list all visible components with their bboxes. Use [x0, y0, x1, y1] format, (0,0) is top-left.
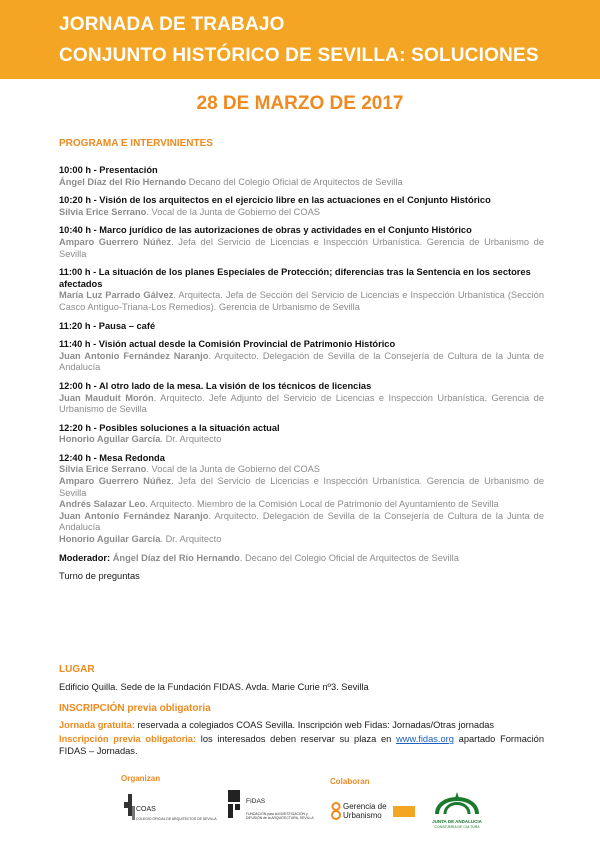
gerencia-urbanismo-logo — [330, 800, 420, 830]
inscripcion-heading: INSCRIPCIÓN previa obligatoria — [59, 703, 211, 714]
speaker-line — [59, 290, 544, 313]
speaker-line — [59, 476, 544, 499]
speaker-desc: . Jefa del Servicio de Licencias e Inspección Urbanística. Gerencia de Urbanismo de Sevilla — [59, 236, 544, 259]
speaker-desc: . Arquitecto. Delegación de Sevilla de la Consejería de Cultura de la Junta de Andalucía — [59, 350, 544, 373]
speaker-name: Honorio Aguilar García — [59, 534, 161, 545]
speaker-desc: . Arquitecto. Miembro de la Comisión Local de Patrimonio del Ayuntamiento de Sevilla — [145, 499, 499, 510]
lugar-text: Edificio Quilla. Sede de la Fundación FIDAS. Avda. Marie Curie nº3. Sevilla — [59, 682, 369, 692]
speaker-name: Juan Mauduit Morón — [59, 392, 154, 403]
speaker-name: Juan Antonio Fernández Naranjo — [59, 510, 209, 521]
speaker-desc: . Arquitecto. Jefe Adjunto del Servicio de Licencias e Inspección Urbanística. Gerencia de Urbanismo de Sevilla — [59, 392, 544, 415]
speaker-desc: . Arquitecta. Jefa de Sección del Servicio de Licencias e Inspección Urbanística (Sección Casco Antiguo-Triana-Los Remedios). Gerencia de Urbanismo de Sevilla — [59, 290, 545, 312]
speaker-name: Juan Antonio Fernández Naranjo — [59, 350, 209, 361]
program-item — [59, 423, 544, 446]
inscripcion-text-2: los interesados deben reservar su plaza en — [196, 734, 397, 744]
program-item-heading: 12:00 h - Al otro lado de la mesa. La visión de los técnicos de licencias — [59, 380, 372, 391]
speaker-desc: . Arquitecto. Delegación de Sevilla de la Consejería de Cultura de la Junta de Andalucía — [59, 510, 544, 533]
colaboran-label: Colaboran — [330, 777, 370, 786]
inscripcion-line-2 — [59, 733, 544, 757]
program-item — [59, 165, 544, 188]
inscripcion-text-2b: apartado Formación FIDAS – Jornadas. — [59, 734, 544, 756]
ayuntamiento-badge — [393, 806, 415, 817]
gerencia-text-1: Gerencia de — [343, 802, 387, 811]
speaker-name: Silvia Erice Serrano — [59, 206, 147, 217]
speaker-line — [59, 534, 544, 546]
program-item-heading: 11:20 h - Pausa – café — [59, 320, 156, 331]
speaker-line — [59, 351, 544, 374]
moderator-desc: . Decano del Colegio Oficial de Arquitectos de Sevilla — [239, 552, 459, 563]
program-item — [59, 453, 544, 546]
event-title-line1: JORNADA DE TRABAJO — [59, 14, 285, 35]
speaker-line — [59, 207, 544, 219]
inscripcion-text-1: reservada a colegiados COAS Sevilla. Inscripción web Fidas: Jornadas/Otras jornadas — [134, 720, 495, 730]
speaker-desc: . Vocal de la Junta de Gobierno del COAS — [146, 206, 320, 217]
speaker-desc: . Jefa del Servicio de Licencias e Inspección Urbanística. Gerencia de Urbanismo de Sevilla — [59, 476, 544, 498]
speaker-name: Honorio Aguilar García — [59, 434, 161, 445]
speaker-desc: . Vocal de la Junta de Gobierno del COAS — [146, 464, 320, 475]
fidas-link[interactable]: www.fidas.org — [396, 734, 454, 744]
junta-text-1: JUNTA DE ANDALUCIA — [432, 819, 482, 824]
speaker-line — [59, 237, 544, 260]
speaker-line — [59, 434, 544, 446]
speaker-name: Ángel Díaz del Río Hernando — [59, 176, 187, 187]
program-item-heading: 11:40 h - Visión actual desde la Comisión Provincial de Patrimonio Histórico — [59, 339, 396, 350]
program-list — [59, 165, 544, 590]
fidas-logo — [228, 790, 318, 832]
coas-wordmark: COAS — [136, 806, 156, 813]
program-item — [59, 195, 544, 218]
speaker-desc: . Dr. Arquitecto — [160, 434, 222, 445]
speaker-desc: . Dr. Arquitecto — [160, 534, 222, 545]
gerencia-emblem-icon — [331, 802, 341, 820]
fidas-subtitle: FUNDACIÓN para la INVESTIGACIÓN y DIFUSIÓN de la ARQUITECTURA, SEVILLA — [246, 812, 314, 820]
program-item-heading: 10:20 h - Visión de los arquitectos en el ejercicio libre en las actuaciones en el Conjunto Histórico — [59, 195, 491, 206]
program-item — [59, 321, 544, 333]
questions-turn: Turno de preguntas — [59, 571, 140, 582]
program-item — [59, 339, 544, 374]
program-item-heading: 12:40 h - Mesa Redonda — [59, 452, 165, 463]
speaker-line — [59, 177, 544, 189]
fidas-emblem-icon — [228, 790, 242, 818]
program-item-heading: 10:40 h - Marco jurídico de las autorizaciones de obras y actividades en el Conjunto Histórico — [59, 225, 472, 236]
speaker-name: María Luz Parrado Gálvez — [59, 290, 174, 301]
speaker-line — [59, 511, 544, 534]
speaker-name: Silvia Erice Serrano — [59, 464, 147, 475]
junta-text-2: CONSEJERÍA DE CULTURA — [434, 825, 480, 829]
program-item — [59, 225, 544, 260]
coas-logo — [120, 792, 220, 830]
speaker-desc: Decano del Colegio Oficial de Arquitectos de Sevilla — [186, 176, 403, 187]
speaker-line — [59, 464, 544, 476]
moderator-label: Moderador: — [59, 552, 113, 563]
program-heading: PROGRAMA E INTERVINIENTES — [59, 138, 213, 149]
speaker-name: Amparo Guerrero Núñez — [59, 236, 172, 247]
junta-emblem-icon — [432, 786, 482, 818]
inscripcion-label-2: Inscripción previa obligatoria: — [59, 734, 197, 744]
speaker-line — [59, 393, 544, 416]
program-item — [59, 381, 544, 416]
moderator-name: Ángel Díaz del Río Hernando — [112, 552, 240, 563]
inscripcion-line-1 — [59, 719, 544, 731]
gerencia-text-2: Urbanismo — [343, 811, 382, 820]
coas-subtitle: COLEGIO OFICIAL DE ARQUITECTOS DE SEVILLA — [136, 817, 217, 821]
organizan-label: Organizan — [121, 774, 161, 783]
program-item-heading: 10:00 h - Presentación — [59, 165, 158, 175]
moderator-line — [59, 553, 544, 565]
speaker-name: Amparo Guerrero Núñez — [59, 476, 172, 487]
lugar-heading: LUGAR — [59, 664, 95, 675]
inscripcion-label-1: Jornada gratuita: — [59, 720, 135, 730]
header-banner — [0, 0, 600, 79]
program-item-heading: 11:00 h - La situación de los planes Especiales de Protección; diferencias tras la Sentencia en los sectores afectados — [59, 267, 531, 289]
junta-andalucia-logo — [430, 786, 484, 834]
program-item — [59, 267, 544, 313]
event-date: 28 DE MARZO DE 2017 — [196, 93, 404, 114]
speaker-name: Andrés Salazar Leo — [59, 499, 146, 510]
program-item-heading: 12:20 h - Posibles soluciones a la situación actual — [59, 422, 280, 433]
fidas-wordmark: FIDAS — [246, 798, 266, 805]
event-title-line2: CONJUNTO HISTÓRICO DE SEVILLA: SOLUCIONES — [59, 45, 539, 66]
speaker-line — [59, 499, 544, 511]
